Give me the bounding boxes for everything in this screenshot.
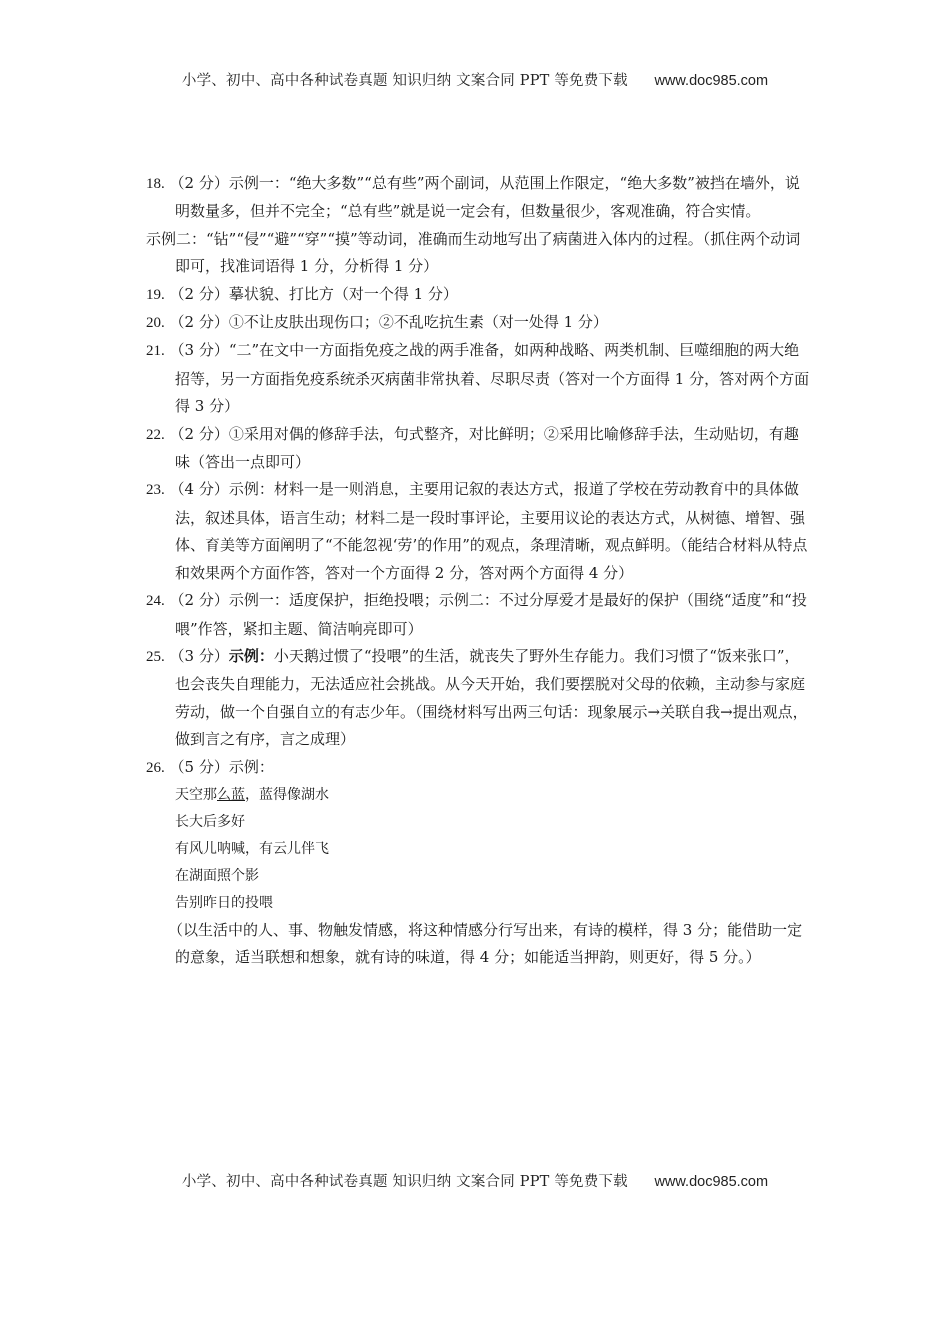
poem-text: ，蓝得像湖水 (245, 786, 329, 803)
answer-text: （2 分）①不让皮肤出现伤口；②不乱吃抗生素（对一处得 1 分） (169, 313, 608, 332)
answer-19 (146, 281, 812, 309)
answer-number: 22. (146, 426, 165, 443)
poem-line: 有风儿呐喊，有云儿伴飞 (175, 840, 329, 857)
answer-text: （2 分）示例一：“绝大多数”“总有些”两个副词，从范围上作限定，“绝大多数”被挡在墙外，说明数量多，但并不完全；“总有些”就是说一定会有，但数量很少，客观准确，符合实情。 (169, 174, 800, 221)
answer-number: 24. (146, 593, 165, 610)
poem-underlined-text: 么蓝 (217, 786, 245, 803)
answer-number: 20. (146, 315, 165, 332)
poem-line (175, 782, 812, 809)
footer-url[interactable]: www.doc985.com (654, 1174, 769, 1190)
answer-24 (146, 587, 812, 643)
answer-21 (146, 337, 812, 420)
answer-number: 21. (146, 343, 165, 360)
header-text: 小学、初中、高中各种试卷真题 知识归纳 文案合同 PPT 等免费下载 (181, 73, 628, 89)
poem-line: 在湖面照个影 (175, 867, 259, 884)
answer-content (146, 170, 812, 972)
answer-text: （2 分）①采用对偶的修辞手法，句式整齐，对比鲜明；②采用比喻修辞手法，生动贴切，有趣味（答出一点即可） (169, 424, 799, 472)
answer-text: （4 分）示例：材料一是一则消息，主要用记叙的表达方式，报道了学校在劳动教育中的具体做法，叙述具体，语言生动；材料二是一段时事评论，主要用议论的表达方式，从树德、增智、强体、育美等方面阐明了“不能忽视‘劳’的作用”的观点，条理清晰，观点鲜明。（能结合材料从特点和效果两个方面作答，答对一个方面得 2 分，答对两个方面得 4 分） (169, 480, 808, 582)
poem-line: 告别昨日的投喂 (175, 894, 273, 911)
example-label: 示例： (228, 646, 274, 665)
answer-text: （5 分）示例： (169, 757, 274, 776)
answer-26 (146, 754, 812, 782)
header-url[interactable]: www.doc985.com (654, 73, 769, 89)
answer-score: （3 分） (169, 646, 229, 665)
poem-line: 长大后多好 (175, 813, 245, 830)
answer-text: 小天鹅过惯了“投喂”的生活，就丧失了野外生存能力。我们习惯了“饭来张口”，也会丧失自理能力，无法适应社会挑战。从今天开始，我们要摆脱对父母的依赖，主动参与家庭劳动，做一个自强自立的有志少年。（围绕材料写出两三句话：现象展示→关联自我→提出观点，做到言之有序，言之成理） (175, 646, 808, 749)
poem-text: 天空那 (175, 786, 217, 803)
answer-text: （3 分）“二”在文中一方面指免疫之战的两手准备，如两种战略、两类机制、巨噬细胞的两大绝招等，另一方面指免疫系统杀灭病菌非常执着、尽职尽责（答对一个方面得 1 分，答对两个方面得 3 分） (169, 341, 810, 416)
answer-22 (146, 421, 812, 477)
page-header (0, 69, 950, 90)
answer-18-example-2 (146, 226, 812, 281)
answer-text: （2 分）摹状貌、打比方（对一个得 1 分） (169, 284, 458, 303)
answer-18 (146, 170, 812, 226)
answer-25 (146, 643, 812, 754)
footer-text: 小学、初中、高中各种试卷真题 知识归纳 文案合同 PPT 等免费下载 (181, 1174, 628, 1190)
example-poem (146, 782, 812, 917)
page-footer (0, 1170, 950, 1191)
answer-number: 25. (146, 648, 165, 665)
answer-23 (146, 476, 812, 587)
answer-number: 26. (146, 759, 165, 776)
answer-20 (146, 309, 812, 337)
answer-number: 23. (146, 482, 165, 499)
answer-number: 18. (146, 176, 165, 192)
answer-text: （2 分）示例一：适度保护，拒绝投喂；示例二：不过分厚爱才是最好的保护（围绕“适度”和“投喂”作答，紧扣主题、简洁响亮即可） (169, 591, 807, 638)
answer-number: 19. (146, 286, 165, 303)
scoring-note: （以生活中的人、事、物触发情感，将这种情感分行写出来，有诗的模样，得 3 分；能借助一定的意象，适当联想和想象，就有诗的味道，得 4 分；如能适当押韵，则更好，得 5 分。） (168, 920, 803, 967)
answer-text: 示例二：“钻”“侵”“避”“穿”“摸”等动词，准确而生动地写出了病菌进入体内的过程。（抓住两个动词即可，找准词语得 1 分，分析得 1 分） (146, 229, 801, 276)
